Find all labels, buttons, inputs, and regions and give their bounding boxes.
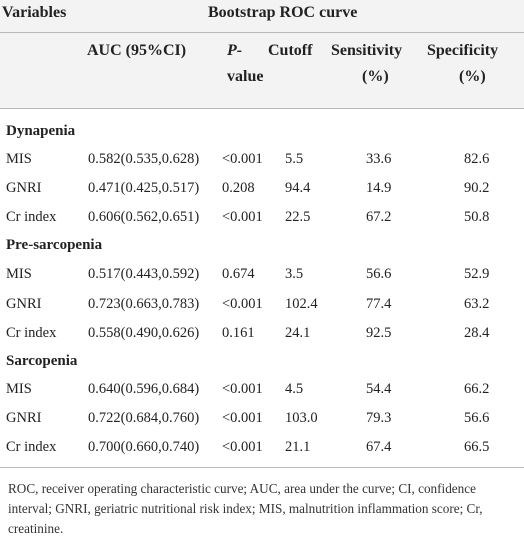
header-group-title: Bootstrap ROC curve <box>208 4 358 21</box>
cell-specificity: 28.4 <box>464 325 490 341</box>
cell-p: 0.674 <box>222 266 255 282</box>
header-specificity-line2: (%) <box>459 68 486 85</box>
header-auc: AUC (95%CI) <box>87 42 187 59</box>
cell-p: <0.001 <box>222 296 263 312</box>
cell-auc: 0.582(0.535,0.628) <box>88 151 200 167</box>
cell-p: 0.161 <box>222 325 255 341</box>
cell-cutoff: 24.1 <box>285 325 311 341</box>
cell-cutoff: 3.5 <box>285 266 304 282</box>
cell-auc: 0.722(0.684,0.760) <box>88 410 200 426</box>
cell-cutoff: 102.4 <box>285 296 318 312</box>
header-specificity-line1: Specificity <box>427 42 499 59</box>
cell-sensitivity: 79.3 <box>366 410 392 426</box>
cell-p: <0.001 <box>222 439 263 455</box>
cell-cutoff: 4.5 <box>285 381 304 397</box>
cell-auc: 0.471(0.425,0.517) <box>88 180 200 196</box>
cell-variable: MIS <box>6 381 32 397</box>
cell-specificity: 63.2 <box>464 296 490 312</box>
cell-auc: 0.517(0.443,0.592) <box>88 266 200 282</box>
cell-cutoff: 21.1 <box>285 439 311 455</box>
table-footnote: ROC, receiver operating characteristic curve; AUC, area under the curve; CI, confidence interval; GNRI, geriatric nutritional risk index; MIS, malnutrition inflammation score; Cr, creatinine. <box>8 481 483 536</box>
cell-auc: 0.700(0.660,0.740) <box>88 439 200 455</box>
cell-variable: GNRI <box>6 410 42 426</box>
cell-cutoff: 22.5 <box>285 209 311 225</box>
cell-sensitivity: 92.5 <box>366 325 392 341</box>
cell-sensitivity: 77.4 <box>366 296 392 312</box>
cell-p: <0.001 <box>222 410 263 426</box>
header-divider <box>0 32 524 33</box>
group-label: Pre-sarcopenia <box>6 237 103 253</box>
cell-sensitivity: 56.6 <box>366 266 392 282</box>
cell-specificity: 82.6 <box>464 151 490 167</box>
cell-variable: MIS <box>6 151 32 167</box>
cell-specificity: 56.6 <box>464 410 490 426</box>
cell-variable: GNRI <box>6 296 42 312</box>
cell-p: <0.001 <box>222 381 263 397</box>
cell-variable: Cr index <box>6 439 57 455</box>
cell-auc: 0.723(0.663,0.783) <box>88 296 200 312</box>
cell-p: 0.208 <box>222 180 255 196</box>
cell-variable: Cr index <box>6 325 57 341</box>
cell-cutoff: 94.4 <box>285 180 311 196</box>
header-sensitivity-line1: Sensitivity <box>331 42 403 59</box>
cell-specificity: 50.8 <box>464 209 490 225</box>
cell-sensitivity: 54.4 <box>366 381 392 397</box>
cell-p: <0.001 <box>222 151 263 167</box>
header-p-line2: value <box>227 68 264 85</box>
cell-cutoff: 103.0 <box>285 410 318 426</box>
cell-sensitivity: 14.9 <box>366 180 392 196</box>
group-label: Dynapenia <box>6 123 76 139</box>
table-bottom-rule <box>0 467 524 468</box>
cell-p: <0.001 <box>222 209 263 225</box>
cell-sensitivity: 67.4 <box>366 439 392 455</box>
cell-auc: 0.606(0.562,0.651) <box>88 209 200 225</box>
cell-auc: 0.558(0.490,0.626) <box>88 325 200 341</box>
header-bottom-rule <box>0 108 524 109</box>
header-sensitivity-line2: (%) <box>362 68 389 85</box>
cell-sensitivity: 33.6 <box>366 151 392 167</box>
cell-variable: GNRI <box>6 180 42 196</box>
cell-specificity: 66.5 <box>464 439 490 455</box>
group-label: Sarcopenia <box>6 353 78 369</box>
header-p-line1: P- <box>227 42 243 59</box>
cell-variable: Cr index <box>6 209 57 225</box>
cell-specificity: 66.2 <box>464 381 490 397</box>
cell-cutoff: 5.5 <box>285 151 304 167</box>
cell-specificity: 52.9 <box>464 266 490 282</box>
header-variables: Variables <box>2 4 67 21</box>
cell-variable: MIS <box>6 266 32 282</box>
cell-specificity: 90.2 <box>464 180 490 196</box>
header-cutoff: Cutoff <box>268 42 313 59</box>
cell-sensitivity: 67.2 <box>366 209 392 225</box>
cell-auc: 0.640(0.596,0.684) <box>88 381 200 397</box>
